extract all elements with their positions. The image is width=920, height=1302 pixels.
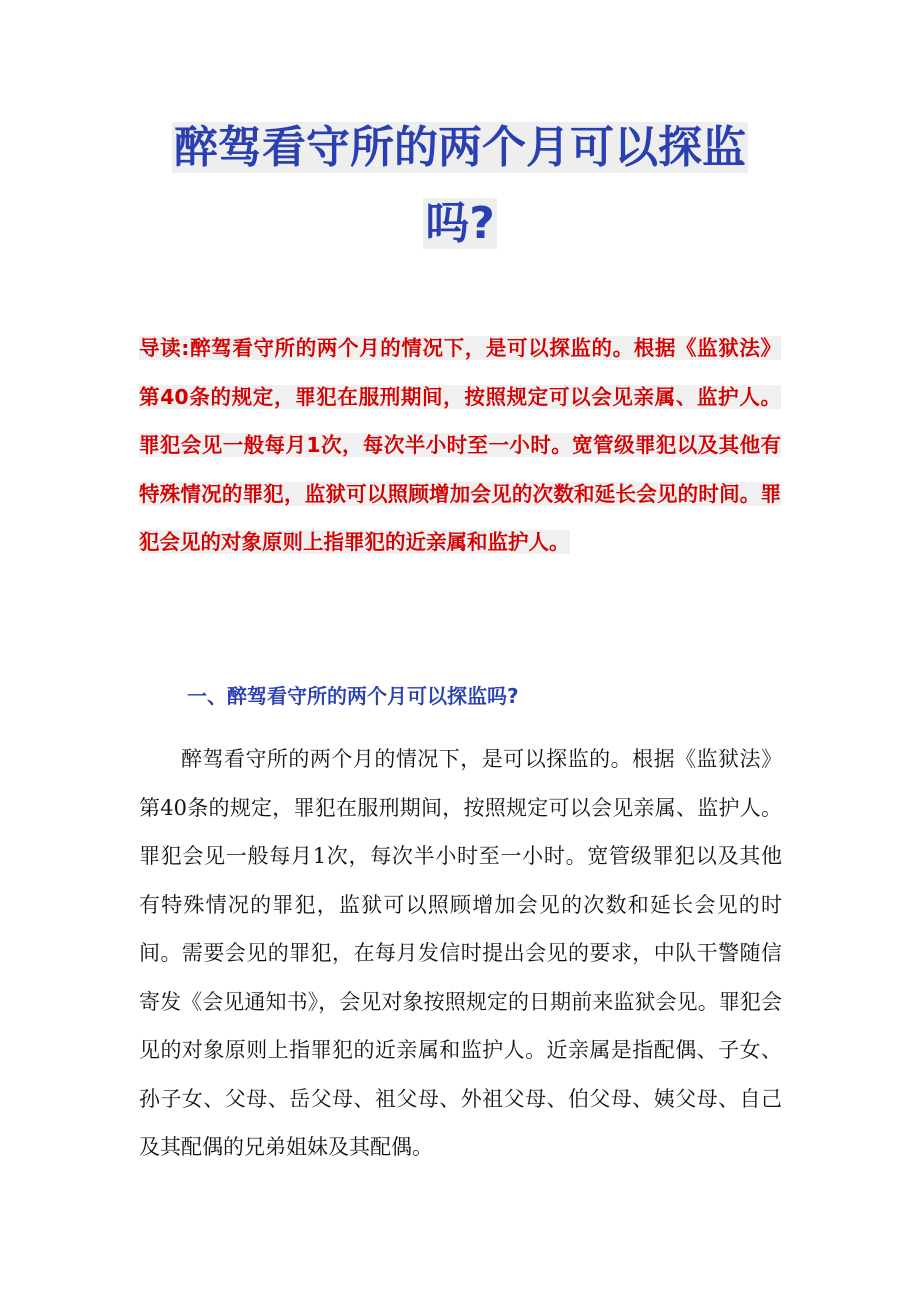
page-title-text-2: 吗?	[425, 198, 495, 249]
lead-text: 导读:醉驾看守所的两个月的情况下，是可以探监的。根据《监狱法》第40条的规定，罪犯在服刑期间，按照规定可以会见亲属、监护人。罪犯会见一般每月1次，每次半小时至一小时。宽管级罪犯以及其他有特殊情况的罪犯，监狱可以照顾增加会见的次数和延长会见的时间。罪犯会见的对象原则上指罪犯的近亲属和监护人。	[139, 336, 781, 555]
lead-paragraph	[139, 324, 781, 567]
section-heading: 一、醉驾看守所的两个月可以探监吗?	[187, 684, 519, 708]
body-paragraph: 醉驾看守所的两个月的情况下，是可以探监的。根据《监狱法》第40条的规定，罪犯在服刑期间，按照规定可以会见亲属、监护人。罪犯会见一般每月1次，每次半小时至一小时。宽管级罪犯以及其他有特殊情况的罪犯，监狱可以照顾增加会见的次数和延长会见的时间。需要会见的罪犯，在每月发信时提出会见的要求，中队干警随信寄发《会见通知书》，会见对象按照规定的日期前来监狱会见。罪犯会见的对象原则上指罪犯的近亲属和监护人。近亲属是指配偶、子女、孙子女、父母、岳父母、祖父母、外祖父母、伯父母、姨父母、自己及其配偶的兄弟姐妹及其配偶。	[139, 747, 782, 1159]
page-title-text-1: 醉驾看守所的两个月可以探监	[174, 122, 746, 173]
page-title-line-2	[0, 194, 920, 254]
page-title-line-1	[0, 118, 920, 178]
